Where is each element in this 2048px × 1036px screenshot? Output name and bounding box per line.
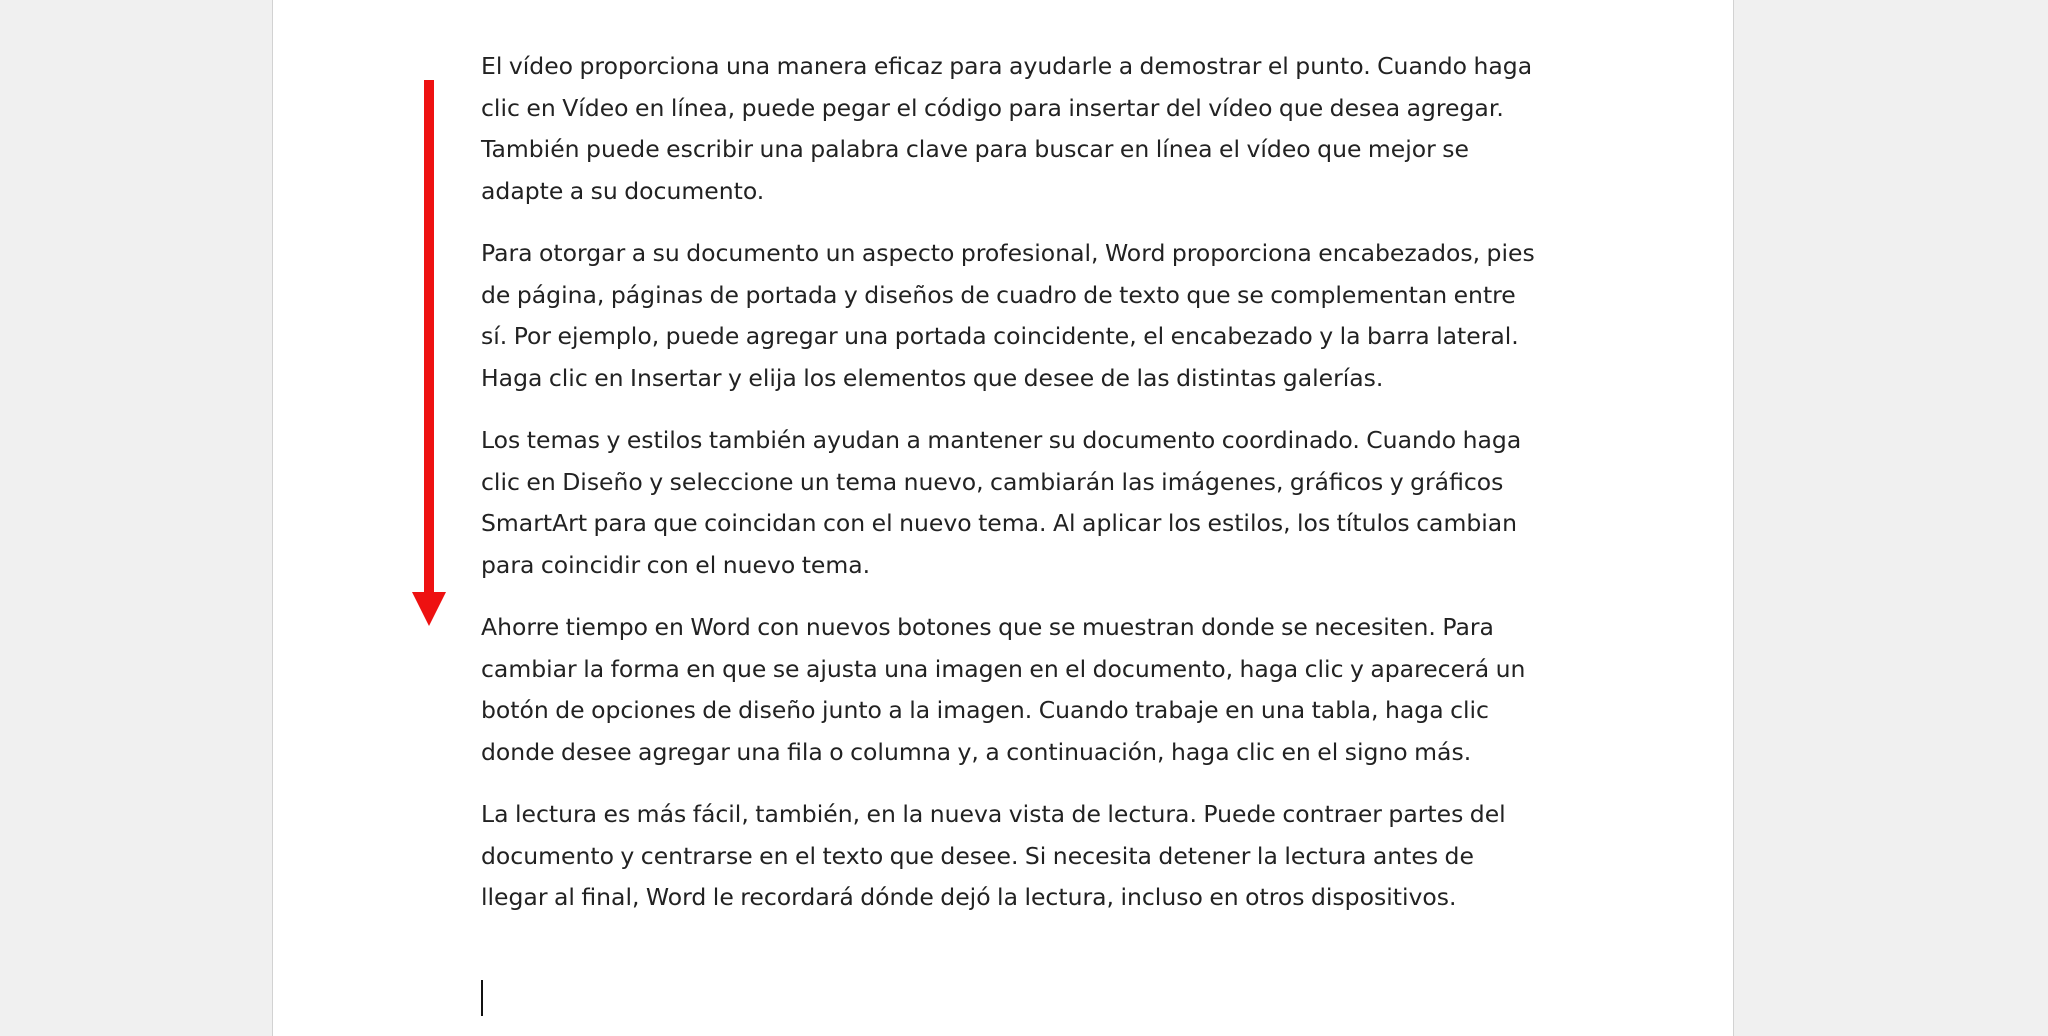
paragraph-video[interactable]: El vídeo proporciona una manera eficaz para ayudarle a demostrar el punto. Cuando haga clic en Vídeo en línea, puede pegar el código para insertar del vídeo que desea agregar. También puede escribir una palabra clave para buscar en línea el vídeo que mejor se adapte a su documento. [481, 52, 1533, 205]
document-page[interactable] [272, 0, 1734, 1036]
paragraph-reading-view[interactable]: La lectura es más fácil, también, en la nueva vista de lectura. Puede contraer partes del documento y centrarse en el texto que desee. Si necesita detener la lectura antes de llegar al final, Word le recordará dónde dejó la lectura, incluso en otros dispositivos. [481, 800, 1506, 911]
paragraph-themes-styles[interactable]: Los temas y estilos también ayudan a mantener su documento coordinado. Cuando haga clic en Diseño y seleccione un tema nuevo, cambiarán las imágenes, gráficos y gráficos SmartArt para que coincidan con el nuevo tema. Al aplicar los estilos, los títulos cambian para coincidir con el nuevo tema. [481, 426, 1522, 579]
text-cursor [481, 980, 483, 1016]
document-body[interactable] [481, 46, 1541, 940]
paragraph-save-time[interactable]: Ahorre tiempo en Word con nuevos botones que se muestran donde se necesiten. Para cambiar la forma en que se ajusta una imagen en el documento, haga clic y aparecerá un botón de opciones de diseño junto a la imagen. Cuando trabaje en una tabla, haga clic donde desee agregar una fila o columna y, a continuación, haga clic en el signo más. [481, 613, 1526, 766]
paragraph-professional-look[interactable]: Para otorgar a su documento un aspecto profesional, Word proporciona encabezados, pies de página, páginas de portada y diseños de cuadro de texto que se complementan entre sí. Por ejemplo, puede agregar una portada coincidente, el encabezado y la barra lateral. Haga clic en Insertar y elija los elementos que desee de las distintas galerías. [481, 239, 1535, 392]
